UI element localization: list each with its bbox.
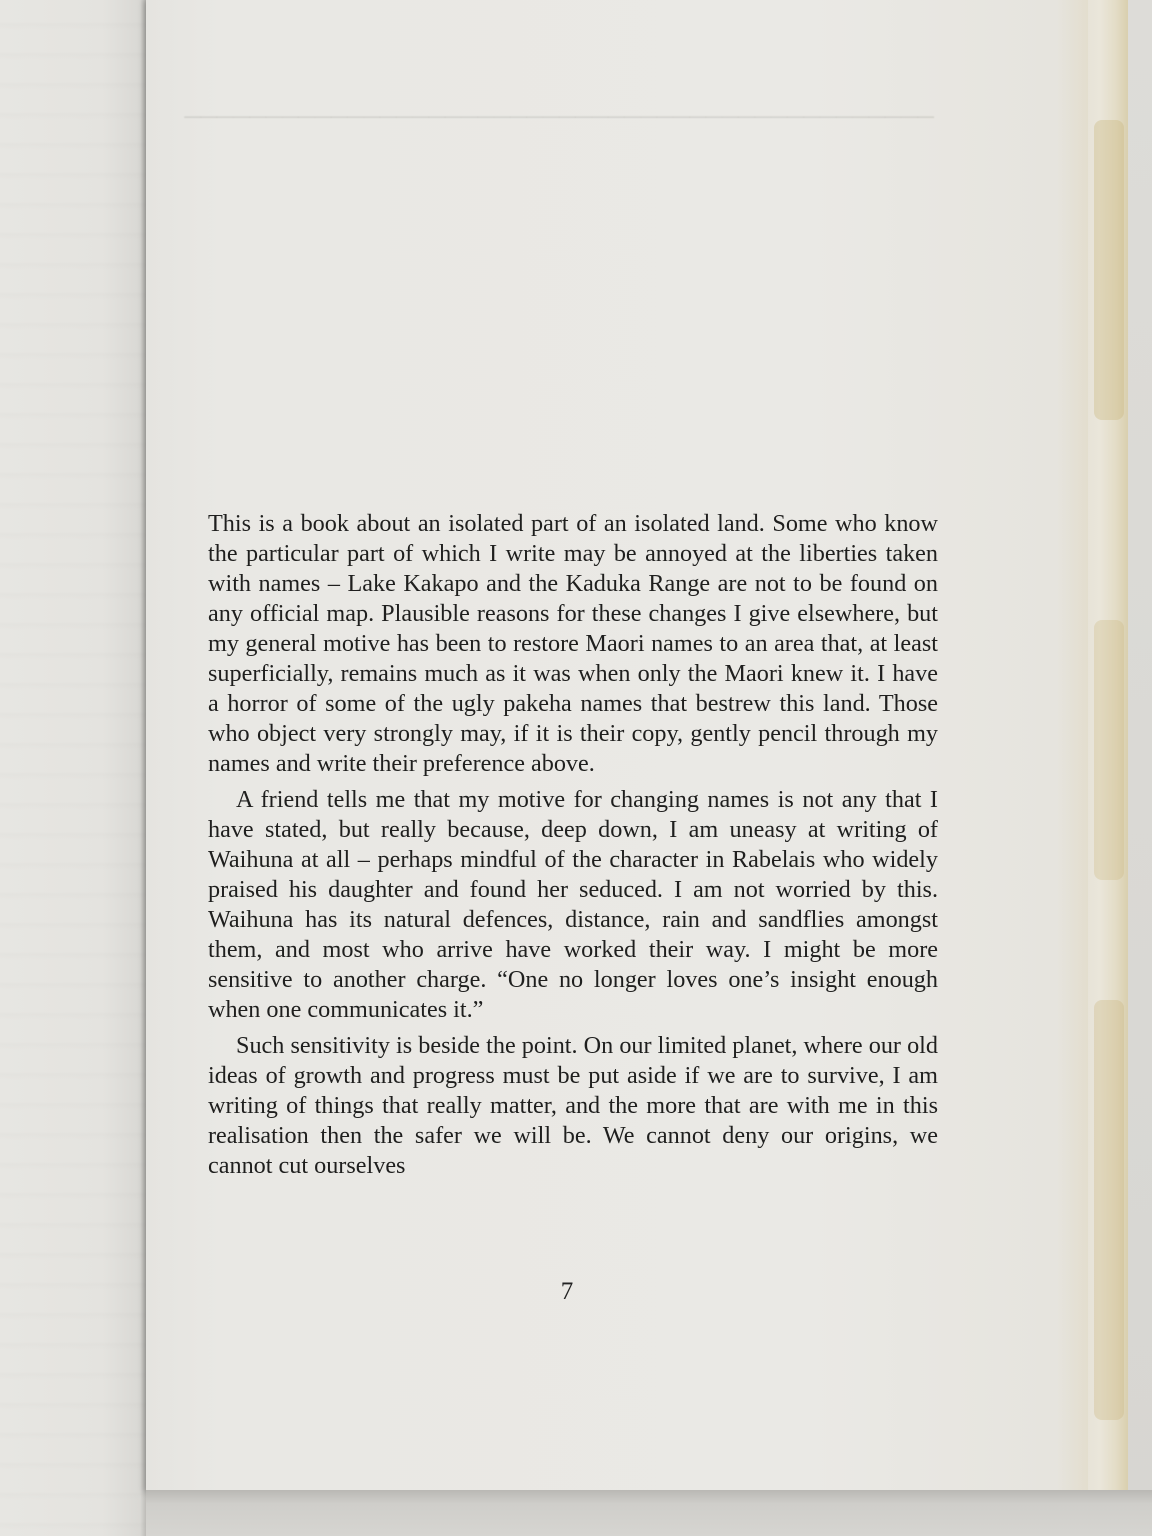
page-stain: [1094, 120, 1124, 420]
paragraph: Such sensitivity is beside the point. On our limited planet, where our old ideas of growth and progress must be put aside if we are to survive, I am writing of things that really matter, and the more that are with me in this realisation then the safer we will be. We cannot deny our origins, we cannot cut ourselves: [208, 1032, 938, 1179]
paragraph: This is a book about an isolated part of an isolated land. Some who know the particular part of which I write may be annoyed at the liberties taken with names – Lake Kakapo and the Kaduka Range are not to be found on any official map. Plausible reasons for these changes I give elsewhere, but my general motive has been to restore Maori names to an area that, at least superficially, remains much as it was when only the Maori knew it. I have a horror of some of the ugly pakeha names that bestrew this land. Those who object very strongly may, if it is their copy, gently pencil through my names and write their preference above.: [208, 510, 938, 777]
page-number: 7: [560, 1278, 574, 1305]
show-through-text: ──────────────────────────────────────────────: [184, 104, 934, 129]
paragraph: A friend tells me that my motive for changing names is not any that I have stated, but really because, deep down, I am uneasy at writing of Waihuna at all – perhaps mindful of the character in Rabelais who widely praised his daughter and found her seduced. I am not worried by this. Waihuna has its natural defences, distance, rain and sandflies amongst them, and most who arrive have worked their way. I might be more sensitive to another charge. “One no longer loves one’s insight enough when one communicates it.”: [208, 786, 938, 1023]
page-fore-edge: [1088, 0, 1128, 1492]
page-stain: [1094, 620, 1124, 880]
body-text: [208, 509, 938, 1181]
page-stain: [1094, 1000, 1124, 1420]
table-surface: [146, 1490, 1152, 1536]
